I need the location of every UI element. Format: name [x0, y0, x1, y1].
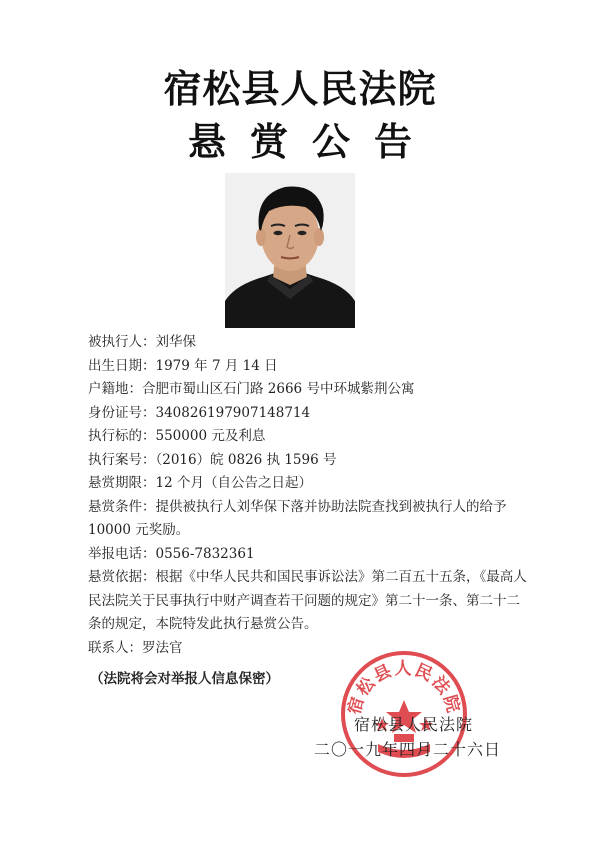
case-number: 执行案号：（2016）皖 0826 执 1596 号	[88, 451, 337, 468]
contact-person: 联系人：罗法官	[88, 639, 183, 656]
signature-date: 二〇一九年四月二十六日	[314, 740, 502, 759]
notice-title: 悬赏公告	[187, 120, 436, 164]
person-portrait-icon	[225, 173, 355, 328]
seal-text: 宿松县人民法院	[344, 659, 464, 717]
person-name: 被执行人：刘华保	[88, 334, 196, 350]
reward-condition: 悬赏条件：提供被执行人刘华保下落并协助法院查找到被执行人的给予 10000 元奖励。	[88, 498, 507, 538]
reward-period: 悬赏期限：12 个月（自公告之日起）	[88, 475, 312, 491]
id-number: 身份证号：340826197907148714	[88, 404, 311, 421]
reward-basis: 悬赏依据：根据《中华人民共和国民事诉讼法》第二百五十五条，《最高人民法院关于民事执行中财产调查若干问题的规定》第二十一条、第二十二条的规定，本院特发此执行悬赏公告。	[88, 569, 527, 632]
person-photo	[225, 173, 355, 328]
signature-court: 宿松县人民法院	[354, 715, 474, 734]
confidential-note: （法院将会对举报人信息保密）	[90, 671, 279, 687]
household-address: 户籍地：合肥市蜀山区石门路 2666 号中环城紫荆公寓	[88, 381, 415, 397]
report-phone: 举报电话：0556-7832361	[88, 545, 255, 562]
court-name-heading: 宿松县人民法院	[163, 67, 437, 111]
birth-date: 出生日期：1979 年 7 月 14 日	[88, 357, 278, 374]
execution-amount: 执行标的：550000 元及利息	[88, 428, 266, 444]
details-list	[88, 331, 528, 660]
